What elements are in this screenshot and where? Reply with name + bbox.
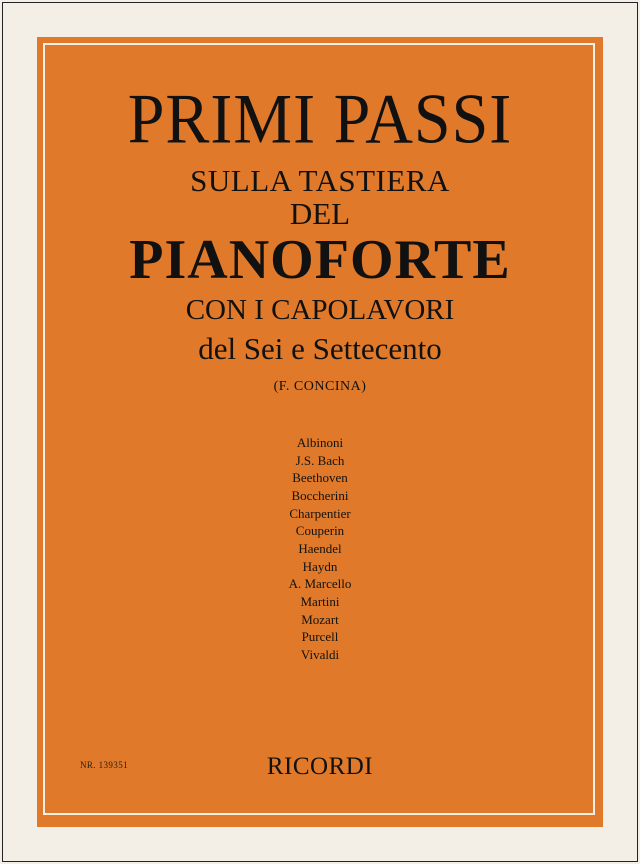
composer-item: Mozart [301, 611, 339, 627]
publisher-name: RICORDI [266, 753, 374, 780]
composer-item: Boccherini [291, 487, 349, 503]
title-del: DEL [289, 196, 351, 231]
composer-item: J.S. Bach [295, 452, 345, 468]
composer-list [37, 434, 603, 664]
title-primi-passi: PRIMI PASSI [127, 80, 513, 159]
composer-item: Albinoni [296, 435, 344, 450]
composer-item: Vivaldi [300, 646, 340, 662]
composer-item: Beethoven [292, 470, 348, 486]
composer-item: Haydn [302, 558, 338, 574]
title-sulla-tastiera: SULLA TASTIERA [190, 163, 450, 198]
composer-item: Purcell [301, 629, 339, 645]
title-pianoforte: PIANOFORTE [129, 229, 511, 291]
title-sei-settecento: del Sei e Settecento [198, 331, 442, 366]
composer-item: Charpentier [289, 505, 351, 521]
title-con-i-capolavori: CON I CAPOLAVORI [185, 294, 455, 326]
composer-item: Martini [300, 593, 340, 609]
composer-item: Haendel [298, 540, 342, 556]
composer-item: Couperin [295, 523, 345, 539]
composer-item: A. Marcello [288, 576, 352, 592]
editor-credit: (F. CONCINA) [273, 379, 367, 394]
catalog-number: NR. 139351 [80, 760, 129, 770]
